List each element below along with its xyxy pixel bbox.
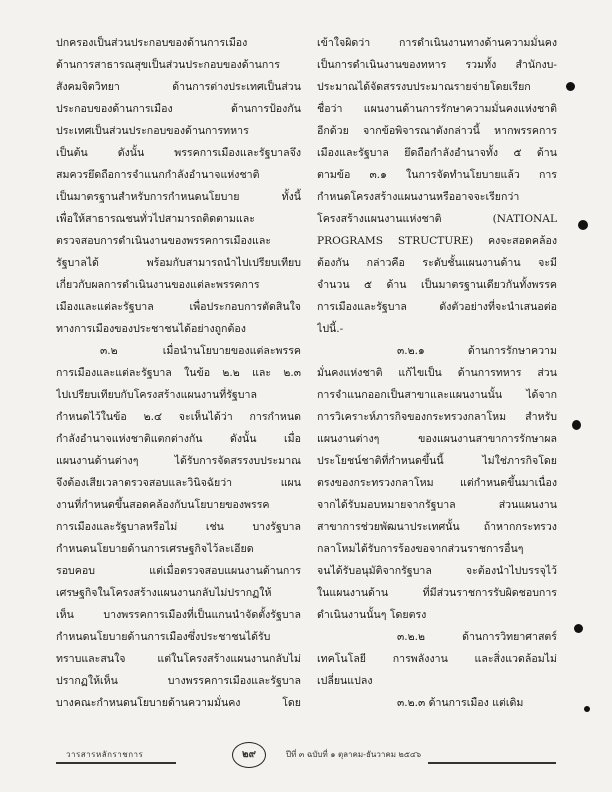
text-line: มั่นคงแห่งชาติ แก้ไขเป็น ด้านการทหาร ส่วน bbox=[317, 367, 557, 379]
text-line: ดำเนินงานนั้นๆ โดยตรง bbox=[317, 609, 427, 621]
text-line: เพื่อให้สาธารณชนทั่วไปสามารถติดตามและ bbox=[56, 213, 255, 225]
text-line: สาขาการช่วยพัฒนาประเทศนั้น ถ้าหากกระทรวง bbox=[317, 521, 557, 533]
margin-blot bbox=[574, 624, 583, 633]
text-line: ๓.๒.๓ ด้านการเมือง แต่เดิม bbox=[397, 697, 524, 709]
text-line: เห็น บางพรรคการเมืองที่เป็นแกนนำจัดตั้งรัฐบาล bbox=[56, 609, 301, 621]
text-line: ตรวจสอบการดำเนินงานของพรรคการเมืองและ bbox=[56, 235, 272, 247]
text-line: เป็นการดำเนินงานของทหาร รวมทั้ง สำนักงบ- bbox=[317, 59, 557, 71]
text-line: การเมืองและแต่ละรัฐบาล ในข้อ ๒.๒ และ ๒.๓ bbox=[56, 367, 301, 379]
text-line: ตรงของกระทรวงกลาโหม แต่กำหนดขึ้นมาเนื่อง bbox=[317, 477, 557, 489]
text-line: งานที่กำหนดขึ้นสอดคล้องกับนโยบายของพรรค bbox=[56, 499, 270, 511]
text-line: จากได้รับมอบหมายจากรัฐบาล ส่วนแผนงาน bbox=[317, 499, 557, 511]
text-line: ทราบและสนใจ แต่ในโครงสร้างแผนงานกลับไม่ bbox=[56, 653, 301, 665]
text-line: เป็นมาตรฐานสำหรับการกำหนดนโยบาย ทั้งนี้ bbox=[56, 191, 301, 203]
text-line: กำหนดนโยบายด้านการเมืองซึ่งประชาชนได้รับ bbox=[56, 631, 271, 643]
page-footer bbox=[56, 749, 556, 772]
text-line: เกี่ยวกับผลการดำเนินงานของแต่ละพรรคการ bbox=[56, 279, 260, 291]
text-line: กำหนดโครงสร้างแผนงานหรืออาจจะเรียกว่า bbox=[317, 191, 520, 203]
right-column bbox=[317, 32, 557, 714]
text-line: รัฐบาลได้ พร้อมกับสามารถนำไปเปรียบเทียบ bbox=[56, 257, 301, 269]
margin-blot bbox=[584, 706, 590, 712]
text-line: PROGRAMS STRUCTURE) คงจะสอดคล้อง bbox=[317, 235, 557, 247]
text-line: แผนงานด้านต่างๆ ได้รับการจัดสรรงบประมาณ bbox=[56, 455, 301, 467]
text-line: ประกอบของด้านการเมือง ด้านการป้องกัน bbox=[56, 103, 301, 115]
text-line: ในแผนงานด้าน ที่มีส่วนราชการรับผิดชอบการ bbox=[317, 587, 557, 599]
text-line: ต้องกัน กล่าวคือ ระดับชั้นแผนงานด้าน จะมี bbox=[317, 257, 557, 269]
text-line: ชื่อว่า แผนงานด้านการรักษาความมั่นคงแห่งชาติ bbox=[317, 103, 557, 115]
margin-blot bbox=[578, 220, 588, 230]
text-line: เปลี่ยนแปลง bbox=[317, 675, 373, 687]
margin-blot bbox=[572, 420, 581, 430]
text-line: ประมาณได้จัดสรรงบประมาณรายจ่ายโดยเรียก bbox=[317, 81, 531, 93]
text-line: จำนวน ๕ ด้าน เป็นมาตรฐานเดียวกันทั้งพรรค bbox=[317, 279, 557, 291]
left-column bbox=[56, 32, 301, 714]
text-line: จึงต้องเสียเวลาตรวจสอบและวินิจฉัยว่า แผน bbox=[56, 477, 301, 489]
text-line: อีกด้วย จากข้อพิจารณาดังกล่าวนี้ หากพรรคการ bbox=[317, 125, 557, 137]
text-line: กลาโหมได้รับการร้องขอจากส่วนราชการอื่นๆ bbox=[317, 543, 524, 555]
text-line: การจำแนกออกเป็นสาขาและแผนงานนั้น ได้จาก bbox=[317, 389, 557, 401]
text-line: การเมืองและรัฐบาลหรือไม่ เช่น บางรัฐบาล bbox=[56, 521, 301, 533]
issue-info: ปีที่ ๓ ฉบับที่ ๑ ตุลาคม-ธันวาคม ๒๕๔๖ bbox=[282, 748, 425, 761]
text-line: ๓.๒.๒ ด้านการวิทยาศาสตร์ bbox=[397, 631, 557, 643]
text-line: ปกครองเป็นส่วนประกอบของด้านการเมือง bbox=[56, 37, 248, 49]
text-line: กำหนดไว้ในข้อ ๒.๔ จะเห็นได้ว่า การกำหนด bbox=[56, 411, 301, 423]
text-line: ตามข้อ ๓.๑ ในการจัดทำนโยบายแล้ว การ bbox=[317, 169, 557, 181]
text-line: ด้านการสาธารณสุขเป็นส่วนประกอบของด้านการ bbox=[56, 59, 280, 71]
text-line: เมืองและรัฐบาล ยึดถือกำลังอำนาจทั้ง ๕ ด้าน bbox=[317, 147, 557, 159]
footer-rule-right bbox=[428, 762, 556, 764]
text-line: เศรษฐกิจในโครงสร้างแผนงานกลับไม่ปรากฏให้ bbox=[56, 587, 272, 599]
text-line: เข้าใจผิดว่า การดำเนินงานทางด้านความมั่นคง bbox=[317, 37, 557, 49]
text-line: โครงสร้างแผนงานแห่งชาติ (NATIONAL bbox=[317, 213, 557, 225]
text-line: สังคมจิตวิทยา ด้านการต่างประเทศเป็นส่วน bbox=[56, 81, 301, 93]
text-line: กำลังอำนาจแห่งชาติแตกต่างกัน ดังนั้น เมื่อ bbox=[56, 433, 301, 445]
text-line: ประโยชน์ชาติที่กำหนดขึ้นนี้ ไม่ใช่ภารกิจโดย bbox=[317, 455, 557, 467]
text-line: ทางการเมืองของประชาชนได้อย่างถูกต้อง bbox=[56, 323, 246, 335]
text-line: เป็นต้น ดังนั้น พรรคการเมืองและรัฐบาลจึง bbox=[56, 147, 301, 159]
text-line: รอบคอบ แต่เมื่อตรวจสอบแผนงานด้านการ bbox=[56, 565, 301, 577]
text-line: เมืองและแต่ละรัฐบาล เพื่อประกอบการตัดสินใจ bbox=[56, 301, 301, 313]
text-line: ๓.๒ เมื่อนำนโยบายของแต่ละพรรค bbox=[100, 345, 301, 357]
margin-blot bbox=[566, 82, 575, 91]
text-line: การเมืองและรัฐบาล ดังตัวอย่างที่จะนำเสนอต่อ bbox=[317, 301, 557, 313]
journal-name: วารสารหลักราชการ bbox=[62, 748, 147, 761]
text-line: เทคโนโลยี การพลังงาน และสิ่งแวดล้อมไม่ bbox=[317, 653, 557, 665]
text-line: สมควรยึดถือการจำแนกกำลังอำนาจแห่งชาติ bbox=[56, 169, 260, 181]
text-line: ไปนี้.- bbox=[317, 323, 344, 335]
text-line: จนได้รับอนุมัติจากรัฐบาล จะต้องนำไปบรรจุไว้ bbox=[317, 565, 557, 577]
footer-rule-left bbox=[56, 762, 176, 764]
text-line: แผนงานต่างๆ ของแผนงานสาขาการรักษาผล bbox=[317, 433, 557, 445]
text-line: ปรากฏให้เห็น บางพรรคการเมืองและรัฐบาล bbox=[56, 675, 301, 687]
page-number: ๒๙ bbox=[232, 742, 266, 768]
text-line: การวิเคราะห์ภารกิจของกระทรวงกลาโหม สำหรับ bbox=[317, 411, 557, 423]
text-line: บางคณะกำหนดนโยบายด้านความมั่นคง โดย bbox=[56, 697, 301, 709]
text-line: ไปเปรียบเทียบกับโครงสร้างแผนงานที่รัฐบาล bbox=[56, 389, 257, 401]
text-line: กำหนดนโยบายด้านการเศรษฐกิจไว้ละเอียด bbox=[56, 543, 254, 555]
text-line: ประเทศเป็นส่วนประกอบของด้านการทหาร bbox=[56, 125, 249, 137]
text-line: ๓.๒.๑ ด้านการรักษาความ bbox=[397, 345, 557, 357]
